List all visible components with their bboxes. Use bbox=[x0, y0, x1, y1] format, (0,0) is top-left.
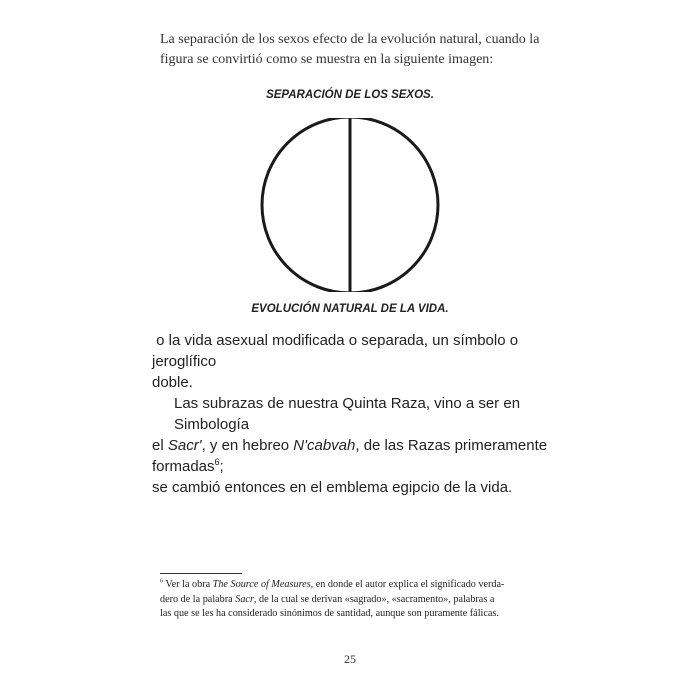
intro-line-1: La separación de los sexos efecto de la evolución natural, cuando la bbox=[160, 32, 540, 47]
circle-divided-vertically-icon bbox=[258, 118, 442, 292]
footnote-italic-term: Sacr bbox=[235, 593, 254, 605]
text-fragment: , de las Razas primeramente formadas bbox=[152, 437, 548, 475]
intro-line-2: figura se convirtió como se muestra en la siguiente imagen: bbox=[160, 52, 494, 67]
italic-term-ncabvah: N'cabvah bbox=[293, 437, 356, 454]
footnote-text: , de la cual se derivan «sagrado», «sacramento», palabras a bbox=[253, 593, 495, 605]
page-number: 25 bbox=[344, 652, 356, 666]
footnote-text: dero de la palabra bbox=[160, 593, 236, 605]
intro-paragraph bbox=[160, 30, 550, 70]
text-fragment: ; bbox=[219, 458, 224, 475]
body-text bbox=[152, 330, 552, 498]
footnote-separator bbox=[160, 573, 242, 574]
footnote-text: las que se les ha considerado sinónimos de santidad, aunque son puramente fálicas. bbox=[160, 608, 499, 619]
italic-term-sacr: Sacr' bbox=[167, 437, 202, 454]
footnote-marker: 6 bbox=[160, 578, 164, 585]
footnote-text: Ver la obra bbox=[163, 579, 213, 590]
footnote-reference[interactable]: 6 bbox=[214, 457, 220, 467]
paragraph-2-line-1: Las subrazas de nuestra Quinta Raza, vino a ser en Simbología bbox=[174, 395, 521, 433]
text-fragment: , y en hebreo bbox=[201, 437, 294, 454]
footnote-book-title: The Source of Measures bbox=[212, 579, 311, 590]
figure-title: SEPARACIÓN DE LOS SEXOS. bbox=[266, 89, 434, 101]
paragraph-1-line-1 bbox=[152, 330, 552, 372]
paragraph-2-line-2 bbox=[152, 435, 552, 477]
footnote-text: , en donde el autor explica el significado verda- bbox=[310, 579, 505, 590]
paragraph-2-line-3: se cambió entonces en el emblema egipcio de la vida. bbox=[152, 479, 513, 496]
text-fragment: el bbox=[152, 437, 168, 454]
paragraph-1-line-2: doble. bbox=[152, 374, 193, 391]
figure-caption: EVOLUCIÓN NATURAL DE LA VIDA. bbox=[251, 303, 449, 315]
footnote bbox=[160, 578, 552, 622]
paragraph-1-text: o la vida asexual modificada o separada, un símbolo o jeroglífico bbox=[152, 332, 519, 370]
